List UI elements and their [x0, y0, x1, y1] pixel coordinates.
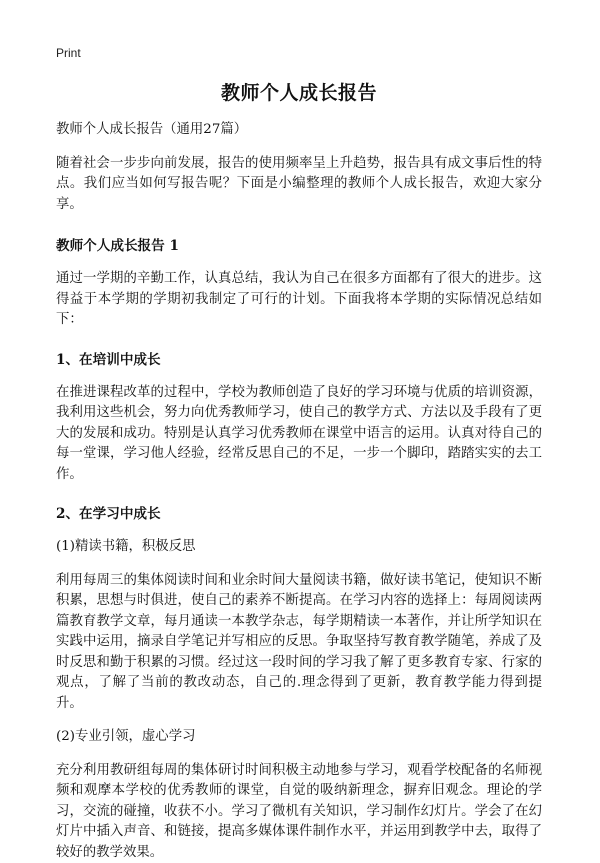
subsection-2-heading: (2)专业引领，虚心学习 — [56, 727, 542, 748]
section-1-heading: 1、在培训中成长 — [56, 350, 542, 370]
report-1-heading: 教师个人成长报告 1 — [56, 236, 542, 256]
page-title: 教师个人成长报告 — [56, 80, 542, 106]
print-link[interactable]: Print — [56, 44, 542, 62]
subsection-1-heading: (1)精读书籍，积极反思 — [56, 537, 542, 558]
subsection-1-paragraph: 利用每周三的集体阅读时间和业余时间大量阅读书籍，做好读书笔记，使知识不断积累，思想与时俱进，使自己的素养不断提高。在学习内容的选择上：每周阅读两篇教育教学文章，每月通读一本教学杂志，每学期精读一本著作，并让所学知识在实践中运用，摘录自学笔记并写相应的反思。争取坚持写教育教学随笔，养成了及时反思和勤于积累的习惯。经过这一段时间的学习我了解了更多教育专家、行家的观点，了解了当前的教改动态，自己的.理念得到了更新，教育教学能力得到提升。 — [56, 571, 542, 715]
section-2-heading: 2、在学习中成长 — [56, 504, 542, 524]
section-1-paragraph: 在推进课程改革的过程中，学校为教师创造了良好的学习环境与优质的培训资源，我利用这些机会，努力向优秀教师学习，使自己的教学方式、方法以及手段有了更大的发展和成功。特别是认真学习优秀教师在课堂中语言的运用。认真对待自己的每一堂课，学习他人经验，经常反思自己的不足，一步一个脚印，踏踏实实的去工作。 — [56, 383, 542, 486]
document-subtitle: 教师个人成长报告（通用27篇） — [56, 120, 542, 141]
report-1-intro-paragraph: 通过一学期的辛勤工作，认真总结，我认为自己在很多方面都有了很大的进步。这得益于本学期的学期初我制定了可行的计划。下面我将本学期的实际情况总结如下： — [56, 269, 542, 331]
intro-paragraph: 随着社会一步步向前发展，报告的使用频率呈上升趋势，报告具有成文事后性的特点。我们应当如何写报告呢？下面是小编整理的教师个人成长报告，欢迎大家分享。 — [56, 154, 542, 216]
subsection-2-paragraph: 充分利用教研组每周的集体研讨时间积极主动地参与学习，观看学校配备的名师视频和观摩本学校的优秀教师的课堂，自觉的吸纳新理念，摒弃旧观念。理论的学习，交流的碰撞，收获不小。学习了微机有关知识，学习制作幻灯片。学会了在幻灯片中插入声音、和链接，提高多媒体课件制作水平，并运用到教学中去，取得了较好的教学效果。 — [56, 761, 542, 863]
